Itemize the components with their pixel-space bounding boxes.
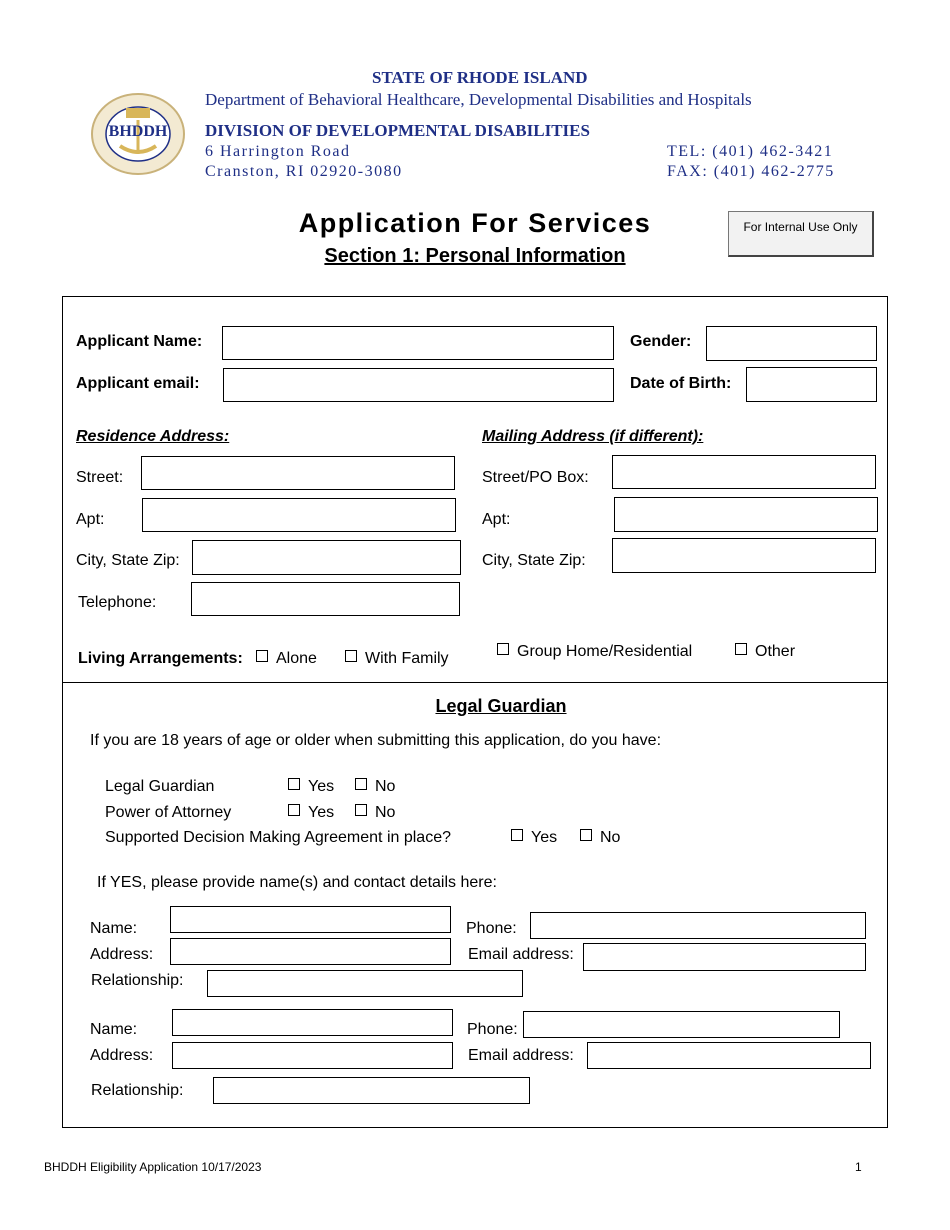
checkbox-icon — [580, 829, 592, 841]
residence-city-input[interactable] — [192, 540, 461, 575]
applicant-email-input[interactable] — [223, 368, 614, 402]
contact-2-address-label: Address: — [90, 1047, 154, 1064]
contact-2-email-label: Email address: — [468, 1047, 574, 1064]
contact-2-name-label: Name: — [90, 1021, 138, 1038]
checkbox-icon — [355, 778, 367, 790]
telephone-input[interactable] — [191, 582, 460, 616]
checkbox-icon — [735, 643, 747, 655]
dob-label: Date of Birth: — [630, 375, 732, 392]
checkbox-icon — [288, 804, 300, 816]
if-yes-instructions: If YES, please provide name(s) and contact details here: — [97, 874, 497, 891]
contact-1-email-label: Email address: — [468, 946, 574, 963]
department-name: Department of Behavioral Healthcare, Developmental Disabilities and Hospitals — [205, 90, 752, 109]
legal-guardian-yes-checkbox[interactable]: Yes — [288, 778, 334, 796]
gender-input[interactable] — [706, 326, 877, 361]
contact-2-name-input[interactable] — [172, 1009, 453, 1036]
checkbox-icon — [497, 643, 509, 655]
legal-guardian-heading: Legal Guardian — [435, 696, 567, 716]
contact-2-email-input[interactable] — [587, 1042, 871, 1069]
address-line-1: 6 Harrington Road — [205, 143, 351, 160]
checkbox-icon — [355, 804, 367, 816]
page-title: Application For Services — [298, 208, 652, 238]
residence-city-label: City, State Zip: — [76, 552, 180, 569]
contact-1-relationship-label: Relationship: — [91, 972, 184, 989]
internal-use-label: For Internal Use Only — [743, 220, 858, 234]
mailing-city-label: City, State Zip: — [482, 552, 586, 569]
checkbox-icon — [345, 650, 357, 662]
supported-decision-label: Supported Decision Making Agreement in place? — [105, 829, 451, 846]
address-line-2: Cranston, RI 02920-3080 — [205, 163, 403, 180]
contact-1-phone-input[interactable] — [530, 912, 866, 939]
contact-1-name-input[interactable] — [170, 906, 451, 933]
living-other-checkbox[interactable]: Other — [735, 643, 795, 661]
mailing-street-label: Street/PO Box: — [482, 469, 589, 486]
legal-guardian-label: Legal Guardian — [105, 778, 215, 795]
applicant-name-input[interactable] — [222, 326, 614, 360]
living-group-home-checkbox[interactable]: Group Home/Residential — [497, 643, 692, 661]
living-family-checkbox[interactable]: With Family — [345, 650, 449, 668]
dob-input[interactable] — [746, 367, 877, 402]
bhddh-logo — [90, 92, 186, 176]
mailing-apt-input[interactable] — [614, 497, 878, 532]
contact-1-address-label: Address: — [90, 946, 154, 963]
contact-2-address-input[interactable] — [172, 1042, 453, 1069]
residence-street-label: Street: — [76, 469, 124, 486]
checkbox-icon — [511, 829, 523, 841]
telephone-label: Telephone: — [78, 594, 157, 611]
guardian-question: If you are 18 years of age or older when submitting this application, do you have: — [90, 732, 662, 749]
gender-label: Gender: — [630, 333, 692, 350]
checkbox-icon — [256, 650, 268, 662]
page-number: 1 — [855, 1160, 862, 1174]
living-arrangements-label: Living Arrangements: — [78, 650, 243, 667]
supported-decision-no-checkbox[interactable]: No — [580, 829, 620, 847]
contact-2-phone-input[interactable] — [523, 1011, 840, 1038]
footer-form-id: BHDDH Eligibility Application 10/17/2023 — [44, 1160, 262, 1174]
applicant-name-label: Applicant Name: — [76, 333, 203, 350]
contact-1-relationship-input[interactable] — [207, 970, 523, 997]
contact-1-address-input[interactable] — [170, 938, 451, 965]
living-alone-checkbox[interactable]: Alone — [256, 650, 317, 668]
mailing-city-input[interactable] — [612, 538, 876, 573]
fax-number: FAX: (401) 462-2775 — [667, 163, 835, 180]
supported-decision-yes-checkbox[interactable]: Yes — [511, 829, 557, 847]
contact-2-relationship-input[interactable] — [213, 1077, 530, 1104]
contact-1-phone-label: Phone: — [466, 920, 517, 937]
residence-apt-label: Apt: — [76, 511, 105, 528]
residence-address-heading: Residence Address: — [76, 428, 230, 445]
contact-1-email-input[interactable] — [583, 943, 866, 971]
power-of-attorney-yes-checkbox[interactable]: Yes — [288, 804, 334, 822]
legal-guardian-no-checkbox[interactable]: No — [355, 778, 395, 796]
telephone-number: TEL: (401) 462-3421 — [667, 143, 834, 160]
mailing-street-input[interactable] — [612, 455, 876, 489]
residence-street-input[interactable] — [141, 456, 455, 490]
section-title: Section 1: Personal Information — [324, 245, 626, 267]
contact-2-relationship-label: Relationship: — [91, 1082, 184, 1099]
internal-use-box — [728, 211, 874, 257]
contact-2-phone-label: Phone: — [467, 1021, 518, 1038]
contact-1-name-label: Name: — [90, 920, 138, 937]
mailing-apt-label: Apt: — [482, 511, 511, 528]
power-of-attorney-label: Power of Attorney — [105, 804, 232, 821]
applicant-email-label: Applicant email: — [76, 375, 200, 392]
division-name: DIVISION OF DEVELOPMENTAL DISABILITIES — [205, 121, 590, 140]
mailing-address-heading: Mailing Address (if different): — [482, 428, 704, 445]
power-of-attorney-no-checkbox[interactable]: No — [355, 804, 395, 822]
checkbox-icon — [288, 778, 300, 790]
logo-text: BHDDH — [108, 123, 168, 140]
residence-apt-input[interactable] — [142, 498, 456, 532]
state-name: STATE OF RHODE ISLAND — [372, 68, 588, 87]
